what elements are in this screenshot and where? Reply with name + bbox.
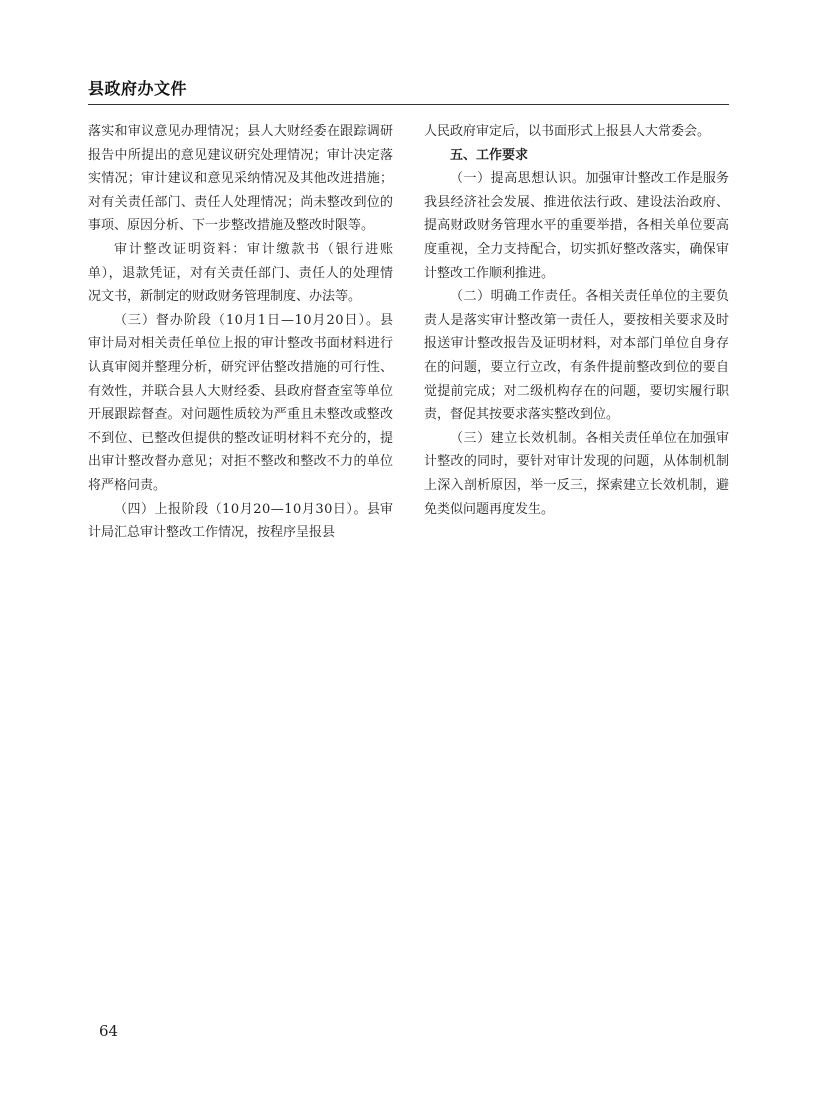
paragraph-text: 县审计局汇总审计整改工作情况，按程序呈报县 [88,501,393,541]
paragraph: 审计整改证明资料：审计缴款书（银行进账单），退款凭证，对有关责任部门、责任人的处理情况文书，新制定的财政财务管理制度、办法等。 [88,241,393,305]
paragraph-text: 各相关责任单位在加强审计整改的同时，要针对审计发现的问题，从体制机制上深入剖析原因，举一反三，探索建立长效机制，避免类似问题再度发生。 [424,430,729,517]
paragraph [88,309,393,498]
header-divider [88,104,729,105]
paragraph: 落实和审议意见办理情况；县人大财经委在跟踪调研报告中所提出的意见建议研究处理情况；审计决定落实情况；审计建议和意见采纳情况及其他改进措施；对有关责任部门、责任人处理情况；尚未整改到位的事项、原因分析、下一步整改措施及整改时限等。 [88,124,393,234]
page-number: 64 [99,1022,119,1040]
section-title: 五、工作要求 [450,147,529,163]
subsection-heading: （二）明确工作责任。 [450,289,586,305]
paragraph-text: 加强审计整改工作是服务我县经济社会发展、推进依法行政、建设法治政府、提高财政财务管理水平的重要举措，各相关单位要高度重视，全力支持配合，切实抓好整改落实，确保审计整改工作顺利推进。 [424,171,729,281]
paragraph: 人民政府审定后，以书面形式上报县人大常委会。 [424,124,711,139]
subsection-heading: （一）提高思想认识。 [450,171,586,187]
subsection-heading: （三）建立长效机制。 [450,430,586,446]
paragraph [424,167,729,285]
paragraph [424,427,729,521]
left-column [88,120,393,545]
paragraph-text: 各相关责任单位的主要负责人是落实审计整改第一责任人，要按相关要求及时报送审计整改报告及证明材料，对本部门单位自身存在的问题，要立行立改，有条件提前整改到位的要自觉提前完成；对二级机构存在的问题，要切实履行职责，督促其按要求落实整改到位。 [424,289,729,423]
right-column [424,120,729,521]
subsection-heading: （四）上报阶段（10月20—10月30日）。 [114,501,367,517]
subsection-heading: （三）督办阶段（10月1日—10月20日）。 [114,312,380,328]
paragraph-text: 县审计局对相关责任单位上报的审计整改书面材料进行认真审阅并整理分析，研究评估整改措施的可行性、有效性，并联合县人大财经委、县政府督查室等单位开展跟踪督查。对问题性质较为严重且未整改或整改不到位、已整改但提供的整改证明材料不充分的，提出审计整改督办意见；对拒不整改和整改不力的单位将严格问责。 [88,312,393,493]
paragraph [88,498,393,545]
paragraph [424,285,729,427]
running-header: 县政府办文件 [88,79,188,98]
